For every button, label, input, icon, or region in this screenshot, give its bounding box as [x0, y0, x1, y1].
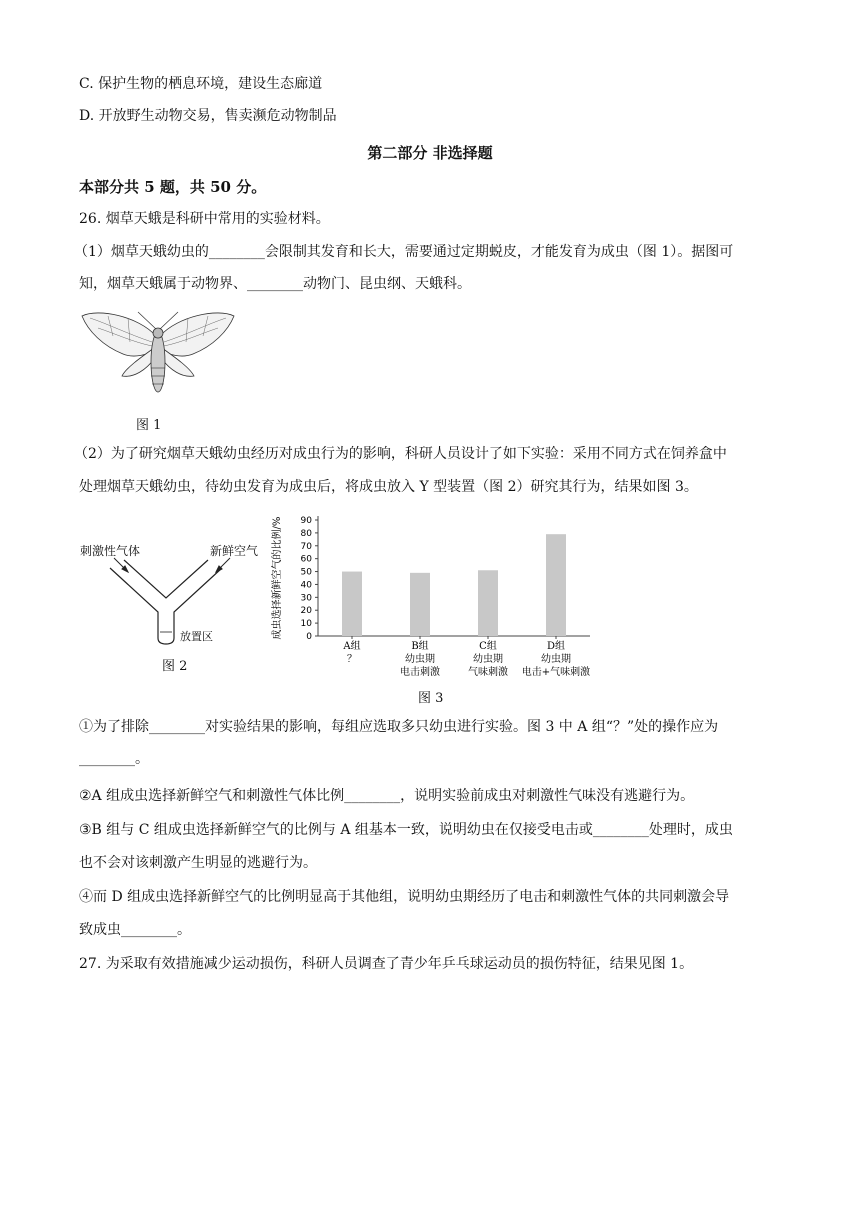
- figure-1: [78, 306, 238, 434]
- q26-part1-line1: （1）烟草天蛾幼虫的________会限制其发育和长大，需要通过定期蜕皮，才能发育为成虫（图 1）。据图可: [74, 244, 734, 260]
- x-tick-label: ？: [347, 654, 357, 665]
- x-tick-label: B组: [411, 641, 429, 652]
- y-tick-label: 40: [300, 580, 312, 591]
- y-axis-label: 成虫选择新鲜空气的比例/%: [272, 516, 283, 640]
- y-tick-label: 0: [306, 632, 312, 642]
- part2-title: 第二部分 非选择题: [367, 144, 493, 162]
- sub-q1-line2: ________。: [79, 751, 149, 767]
- y-tick-label: 70: [300, 541, 312, 552]
- x-tick-label: 电击刺激: [400, 667, 440, 678]
- sub-q3-line2: 也不会对该刺激产生明显的逃避行为。: [79, 855, 317, 871]
- x-tick-label: 幼虫期: [473, 654, 503, 665]
- y-tick-label: 10: [300, 619, 312, 630]
- y-tick-label: 30: [300, 593, 312, 604]
- x-tick-label: 气味刺激: [468, 667, 508, 678]
- moth-illustration: [78, 306, 238, 406]
- y-tick-label: 90: [300, 516, 312, 526]
- bar: [478, 570, 498, 636]
- sub-q4-line2: 致成虫________。: [79, 922, 191, 938]
- x-tick-label: 电击+气味刺激: [521, 667, 591, 678]
- bar: [342, 572, 362, 636]
- y-tube-diagram: [80, 540, 260, 650]
- q26-part1-line2: 知，烟草天蛾属于动物界、________动物门、昆虫纲、天蛾科。: [79, 276, 471, 292]
- sub-q4-line1: ④而 D 组成虫选择新鲜空气的比例明显高于其他组，说明幼虫期经历了电击和刺激性气体的共同刺激会导: [79, 889, 730, 905]
- part2-info: 本部分共 5 题，共 50 分。: [79, 178, 267, 196]
- sub-q1-line1: ①为了排除________对实验结果的影响，每组应选取多只幼虫进行实验。图 3 中 A 组“？”处的操作应为: [79, 719, 719, 735]
- y-left-label: 刺激性气体: [80, 544, 141, 558]
- y-tick-label: 80: [300, 528, 312, 539]
- x-tick-label: A组: [343, 641, 361, 652]
- sub-q2: ②A 组成虫选择新鲜空气和刺激性气体比例________，说明实验前成虫对刺激性气味没有逃避行为。: [79, 788, 695, 804]
- q26-part2-line1: （2）为了研究烟草天蛾幼虫经历对成虫行为的影响，科研人员设计了如下实验：采用不同方式在饲养盒中: [74, 446, 727, 462]
- figure-3-caption: 图 3: [418, 691, 444, 706]
- figure-1-caption: 图 1: [136, 418, 162, 433]
- y-tick-label: 20: [300, 606, 312, 617]
- q26-part2-line2: 处理烟草天蛾幼虫，待幼虫发育为成虫后，将成虫放入 Y 型装置（图 2）研究其行为，结果如图 3。: [79, 479, 698, 495]
- figure-2-caption: 图 2: [162, 659, 188, 674]
- option-d: D. 开放野生动物交易，售卖濒危动物制品: [79, 108, 337, 124]
- bar: [546, 534, 566, 636]
- q26-stem: 26. 烟草天蛾是科研中常用的实验材料。: [79, 211, 330, 227]
- x-tick-label: D组: [546, 641, 566, 652]
- q27-stem: 27. 为采取有效措施减少运动损伤，科研人员调查了青少年乒乓球运动员的损伤特征，结果见图 1。: [79, 956, 694, 972]
- option-c: C. 保护生物的栖息环境，建设生态廊道: [79, 76, 323, 92]
- y-tick-label: 50: [300, 567, 312, 578]
- y-right-label: 新鲜空气: [210, 544, 259, 558]
- bar: [410, 573, 430, 636]
- sub-q3-line1: ③B 组与 C 组成虫选择新鲜空气的比例与 A 组基本一致，说明幼虫在仅接受电击或________处理时，成虫: [79, 822, 733, 838]
- figure-3: [270, 512, 600, 706]
- x-tick-label: C组: [479, 641, 497, 652]
- bar-chart: [270, 512, 600, 682]
- placement-zone-label: 放置区: [180, 630, 213, 643]
- y-tick-label: 60: [300, 554, 312, 565]
- figure-2: [80, 540, 260, 675]
- x-tick-label: 幼虫期: [541, 654, 571, 665]
- x-tick-label: 幼虫期: [405, 654, 435, 665]
